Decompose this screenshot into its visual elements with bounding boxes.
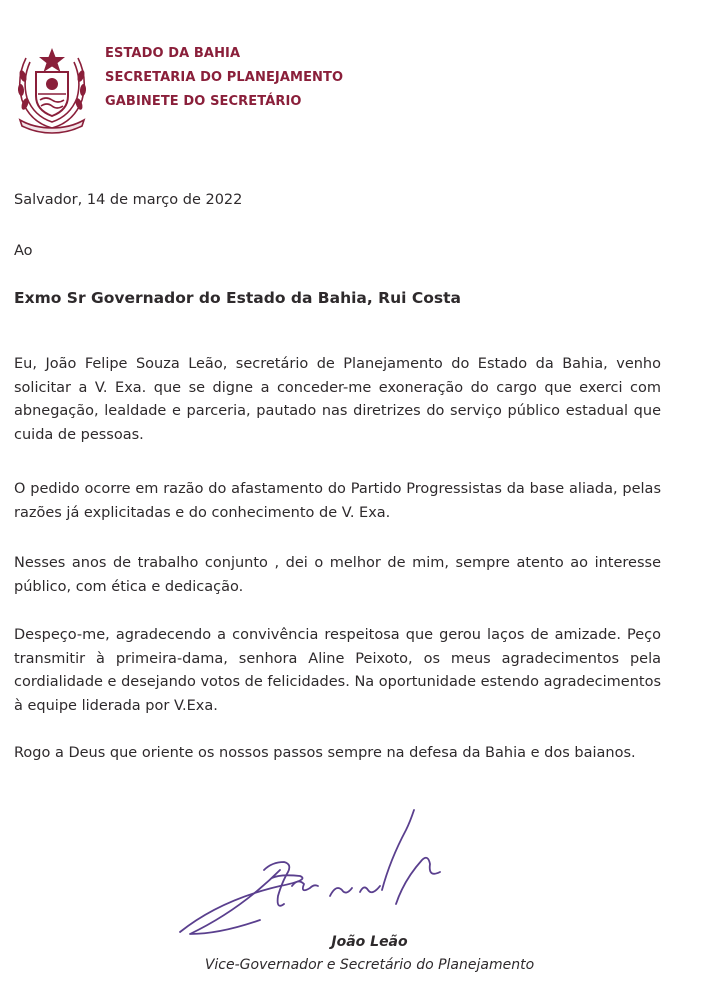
handwritten-signature <box>160 800 460 950</box>
bahia-coat-of-arms-icon <box>12 38 92 134</box>
recipient: Exmo Sr Governador do Estado da Bahia, Rui Costa <box>14 289 461 307</box>
paragraph-service: Nesses anos de trabalho conjunto , dei o melhor de mim, sempre atento ao interesse público, com ética e dedicação. <box>14 555 661 595</box>
paragraph-farewell: Despeço-me, agradecendo a convivência respeitosa que gerou laços de amizade. Peço transmitir à primeira-dama, senhora Aline Peixoto, os meus agradecimentos pela cordialidade e desejando votos de felicidades. Na oportunidade estendo agradecimentos à equipe liderada por V.Exa. <box>14 627 661 714</box>
signer-name: João Leão <box>331 934 408 950</box>
paragraph-blessing: Rogo a Deus que oriente os nossos passos sempre na defesa da Bahia e dos baianos. <box>14 745 636 761</box>
salutation: Ao <box>14 243 33 259</box>
paragraph-request: Eu, João Felipe Souza Leão, secretário de Planejamento do Estado da Bahia, venho solicitar a V. Exa. que se digne a conceder-me exoneração do cargo que exerci com abnegação, lealdade e parceria, pautado nas diretrizes do serviço público estadual que cuida de pessoas. <box>14 356 661 443</box>
paragraph-reason: O pedido ocorre em razão do afastamento do Partido Progressistas da base aliada, pelas razões já explicitadas e do conhecimento de V. Exa. <box>14 481 661 521</box>
letterhead-state: ESTADO DA BAHIA <box>105 46 241 61</box>
letterhead-secretariat: SECRETARIA DO PLANEJAMENTO <box>105 70 344 85</box>
signer-role: Vice-Governador e Secretário do Planejamento <box>204 957 535 973</box>
letterhead-office: GABINETE DO SECRETÁRIO <box>105 94 302 109</box>
letterhead <box>105 42 343 114</box>
letter-date: Salvador, 14 de março de 2022 <box>14 192 243 208</box>
